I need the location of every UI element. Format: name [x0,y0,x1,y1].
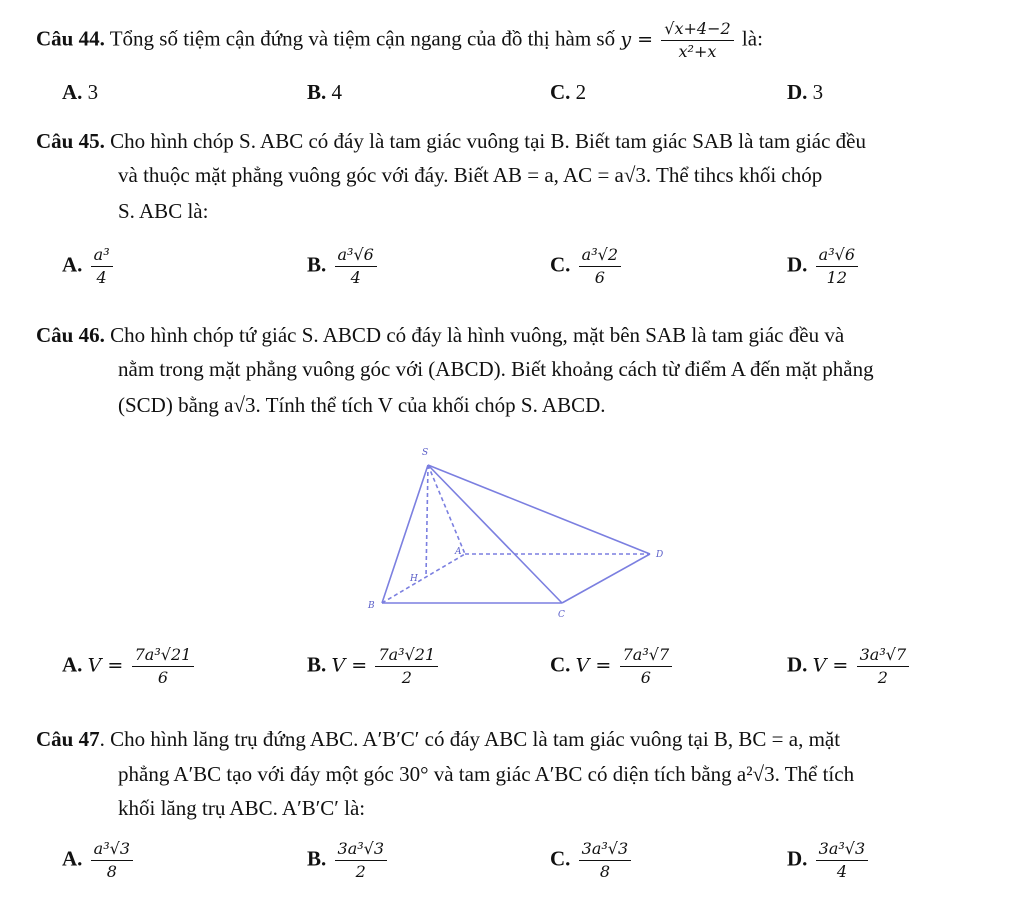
q44-stem [36,20,763,61]
frac-num: 3a³√3 [335,840,388,861]
frac-num: 7a³√21 [375,646,438,667]
frac-num: 3a³√3 [579,840,632,861]
option-fraction [620,646,673,687]
q46-option-d[interactable] [787,646,912,687]
option-fraction [579,840,632,881]
frac-num: a³√3 [91,840,133,861]
frac-num: a³√6 [816,246,858,267]
q46-line1 [36,318,844,352]
edge-SC [428,465,562,603]
q47-option-c[interactable] [550,840,634,881]
label-C: C [558,610,565,620]
option-value: 2 [575,80,587,104]
frac-num: a³√6 [335,246,377,267]
q46-line2: nằm trong mặt phẳng vuông góc với (ABCD). Biết khoảng cách từ điểm A đến mặt phẳng [118,357,874,381]
option-fraction [816,246,858,287]
frac-den: 2 [355,862,366,881]
label-B: B [368,601,375,611]
option-lhs: V = [575,654,612,677]
label-D: D [656,550,664,560]
q44-number: Câu 44. [36,26,105,51]
option-label: A. [62,80,83,104]
option-lhs: V = [87,654,124,677]
q45-number: Câu 45. [36,129,105,153]
q45-option-d[interactable] [787,246,861,287]
pyramid-figure [360,440,690,625]
frac-den: 6 [640,668,651,687]
q46-option-b[interactable] [307,646,441,687]
option-label: B. [307,652,327,677]
option-label: C. [550,846,571,871]
q44-frac-den: x²+x [678,42,717,61]
q44-frac-num: √x+4−2 [661,20,733,41]
q44-lhs: y = [620,28,654,51]
q46-line3: (SCD) bằng a√3. Tính thể tích V của khối chóp S. ABCD. [118,393,606,417]
option-label: C. [550,80,571,104]
q47-option-d[interactable] [787,840,871,881]
option-fraction [91,246,113,287]
frac-den: 6 [594,268,605,287]
q47-line3: khối lăng trụ ABC. A′B′C′ là: [118,796,366,820]
frac-num: 3a³√7 [857,646,910,667]
q47-option-a[interactable] [62,840,136,881]
option-value: 3 [87,80,99,104]
q46-option-c[interactable] [550,646,675,687]
frac-num: a³√2 [579,246,621,267]
frac-den: 4 [96,268,107,287]
q44-option-d[interactable] [787,80,823,105]
frac-num: a³ [91,246,113,267]
q44-option-a[interactable] [62,80,98,105]
frac-den: 4 [350,268,361,287]
option-label: A. [62,652,83,677]
frac-num: 7a³√7 [620,646,673,667]
option-label: D. [787,846,808,871]
q45-line3: S. ABC là: [118,199,209,223]
frac-den: 6 [157,668,169,687]
label-A: A [455,547,462,557]
edge-SB [382,465,428,603]
q46-text-line1: Cho hình chóp tứ giác S. ABCD có đáy là hình vuông, mặt bên SAB là tam giác đều và [110,323,845,347]
option-label: C. [550,252,571,277]
edge-CD [562,554,650,603]
q44-option-c[interactable] [550,80,586,105]
q45-option-c[interactable] [550,246,624,287]
q46-number: Câu 46. [36,323,105,347]
q45-text-line1: Cho hình chóp S. ABC có đáy là tam giác vuông tại B. Biết tam giác SAB là tam giác đều [110,129,866,153]
q45-line1 [36,124,866,158]
frac-den: 4 [836,862,848,881]
frac-den: 8 [106,862,117,881]
option-label: B. [307,252,327,277]
option-lhs: V = [331,654,368,677]
label-H: H [410,574,418,584]
frac-den: 12 [826,268,848,287]
option-label: D. [787,80,808,104]
edge-SD [428,465,650,554]
option-fraction [857,646,910,687]
option-lhs: V = [812,654,849,677]
edge-AB [382,554,465,603]
q44-option-b[interactable] [307,80,342,105]
q44-fraction [661,20,733,61]
edge-SH [426,465,428,577]
option-label: B. [307,846,327,871]
option-value: 3 [812,80,824,104]
option-fraction [335,840,388,881]
option-fraction [375,646,438,687]
q44-text: Tổng số tiệm cận đứng và tiệm cận ngang của đồ thị hàm số [109,26,616,51]
frac-num: 7a³√21 [132,646,195,667]
frac-den: 2 [401,668,412,687]
frac-num: 3a³√3 [816,840,869,861]
q44-tail: là: [741,26,763,51]
q47-text-line1: . Cho hình lăng trụ đứng ABC. A′B′C′ có đáy ABC là tam giác vuông tại B, BC = a, mặt [99,727,841,751]
option-label: B. [307,80,327,104]
option-value: 4 [331,80,343,104]
frac-den: 2 [877,668,888,687]
option-fraction [816,840,869,881]
q45-option-b[interactable] [307,246,380,287]
option-fraction [335,246,377,287]
option-fraction [132,646,195,687]
option-label: A. [62,252,83,277]
option-label: A. [62,846,83,871]
label-S: S [422,448,429,458]
q47-number: Câu 47 [36,727,100,751]
q45-option-a[interactable] [62,246,116,287]
option-fraction [91,840,133,881]
option-label: D. [787,652,808,677]
option-fraction [579,246,621,287]
q47-line1 [36,722,840,756]
option-label: C. [550,652,571,677]
option-label: D. [787,252,808,277]
q47-option-b[interactable] [307,840,390,881]
q47-line2: phẳng A′BC tạo với đáy một góc 30° và tam giác A′BC có diện tích bằng a²√3. Thể tích [118,762,855,786]
frac-den: 8 [599,862,611,881]
q45-line2: và thuộc mặt phẳng vuông góc với đáy. Biết AB = a, AC = a√3. Thể tihcs khối chóp [118,163,823,187]
q46-option-a[interactable] [62,646,197,687]
